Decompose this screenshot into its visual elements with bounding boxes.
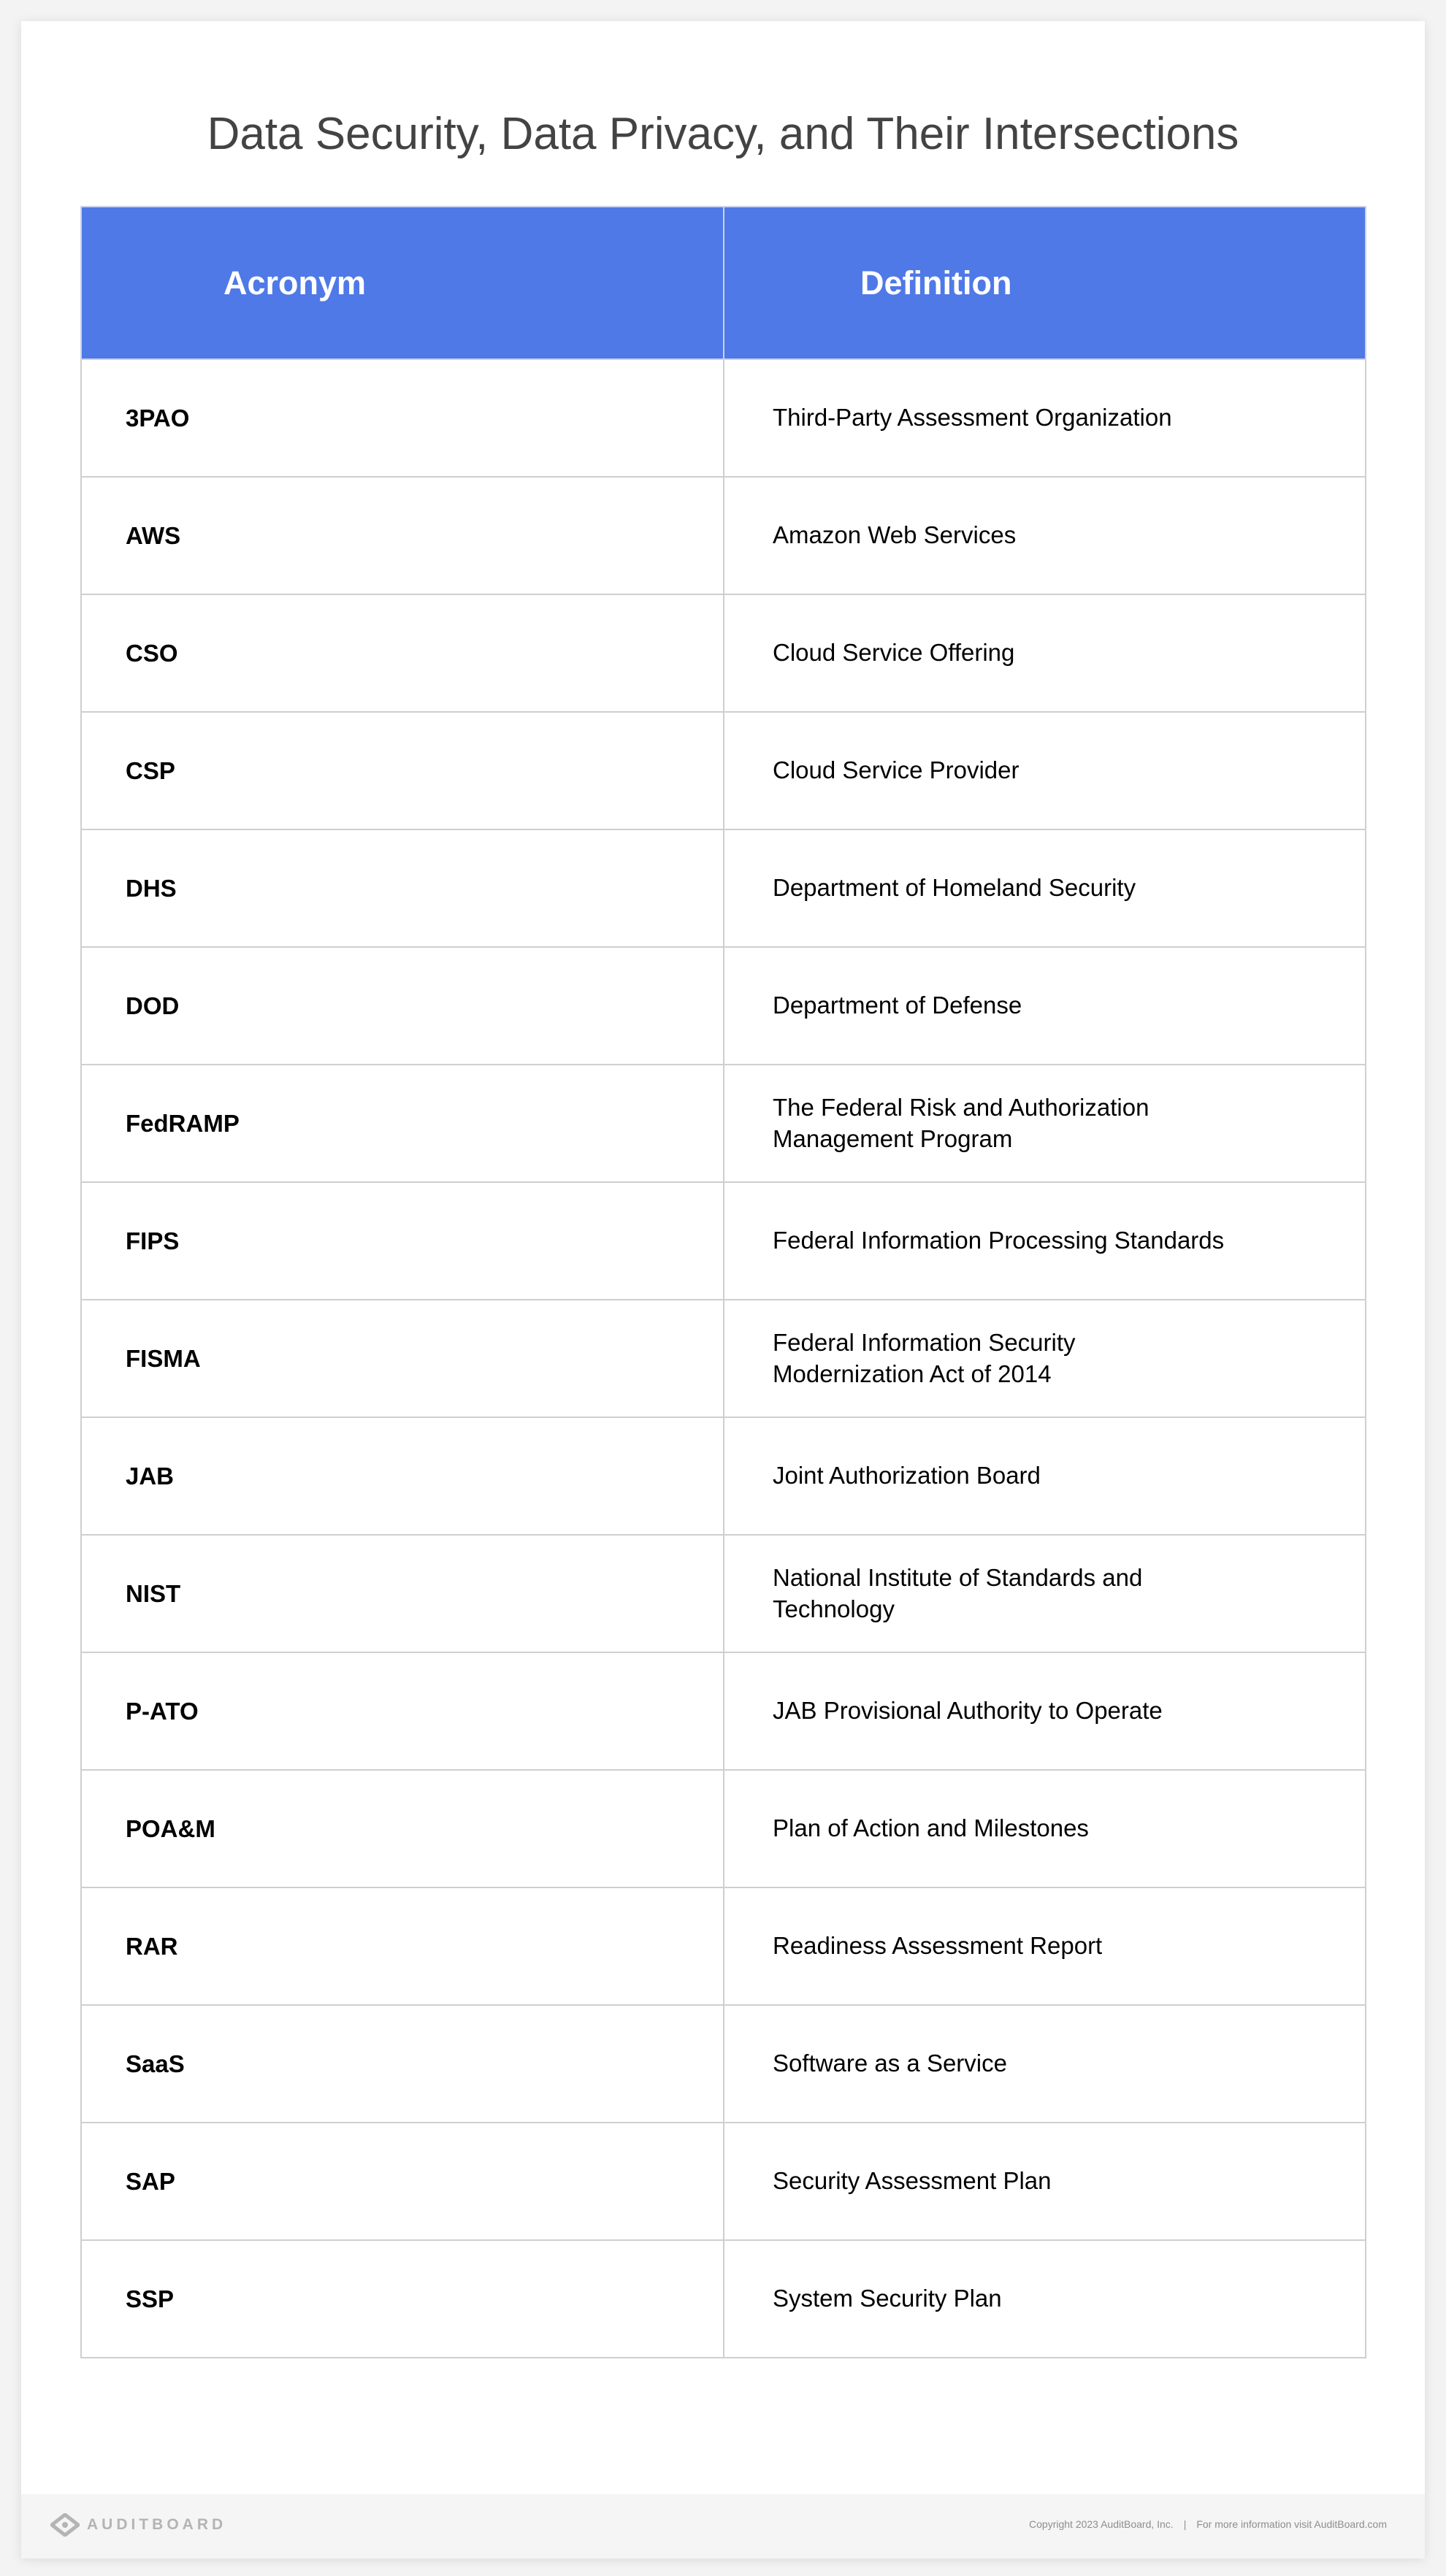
footer-info — [1029, 2518, 1387, 2530]
definition-cell — [724, 2123, 1366, 2240]
table-row — [81, 2005, 1366, 2123]
definition-text: Plan of Action and Milestones — [773, 1814, 1089, 1842]
table-header — [81, 207, 1366, 359]
table-row — [81, 477, 1366, 594]
acronym-cell: JAB — [81, 1417, 724, 1535]
infographic-card — [21, 21, 1425, 2558]
definition-cell — [724, 1770, 1366, 1887]
definition-cell — [724, 2005, 1366, 2123]
table-row — [81, 1300, 1366, 1417]
table-row — [81, 2240, 1366, 2358]
table-row — [81, 1652, 1366, 1770]
acronym-table — [80, 206, 1366, 2358]
definition-cell — [724, 2240, 1366, 2358]
acronym-cell: FISMA — [81, 1300, 724, 1417]
acronym-column-header: Acronym — [81, 207, 724, 359]
acronym-cell: DOD — [81, 947, 724, 1065]
footer — [21, 2494, 1425, 2558]
header-row — [81, 207, 1366, 359]
table-row — [81, 1182, 1366, 1300]
page-title: Data Security, Data Privacy, and Their Intersections — [207, 109, 1239, 159]
more-info-text: For more information visit AuditBoard.com — [1196, 2518, 1387, 2530]
footer-separator: | — [1183, 2518, 1187, 2530]
acronym-cell: SAP — [81, 2123, 724, 2240]
definition-cell — [724, 1652, 1366, 1770]
definition-cell — [724, 947, 1366, 1065]
acronym-cell: POA&M — [81, 1770, 724, 1887]
copyright-text: Copyright 2023 AuditBoard, Inc. — [1029, 2518, 1174, 2530]
table-row — [81, 712, 1366, 829]
acronym-cell: DHS — [81, 829, 724, 947]
definition-column-header: Definition — [724, 207, 1366, 359]
definition-text: Department of Defense — [773, 992, 1022, 1019]
definition-text: System Security Plan — [773, 2285, 1002, 2312]
acronym-cell: P-ATO — [81, 1652, 724, 1770]
acronym-cell: CSP — [81, 712, 724, 829]
definition-text: Readiness Assessment Report — [773, 1932, 1103, 1960]
definition-cell — [724, 712, 1366, 829]
definition-cell — [724, 1417, 1366, 1535]
definition-text: Third-Party Assessment Organization — [773, 404, 1172, 432]
table-row — [81, 1770, 1366, 1887]
definition-text: Federal Information Security Modernization Act of 2014 — [773, 1329, 1076, 1387]
definition-text: National Institute of Standards and Technology — [773, 1564, 1143, 1622]
definition-text: JAB Provisional Authority to Operate — [773, 1697, 1163, 1725]
definition-text: Joint Authorization Board — [773, 1462, 1041, 1490]
definition-text: Department of Homeland Security — [773, 874, 1136, 902]
table-row — [81, 947, 1366, 1065]
table-row — [81, 594, 1366, 712]
definition-cell — [724, 359, 1366, 477]
table-row — [81, 359, 1366, 477]
acronym-cell: SaaS — [81, 2005, 724, 2123]
table-row — [81, 2123, 1366, 2240]
table-row — [81, 1417, 1366, 1535]
table-row — [81, 829, 1366, 947]
table-row — [81, 1887, 1366, 2005]
acronym-cell: AWS — [81, 477, 724, 594]
definition-text: Software as a Service — [773, 2050, 1007, 2077]
definition-cell — [724, 477, 1366, 594]
definition-cell — [724, 594, 1366, 712]
acronym-cell: FedRAMP — [81, 1065, 724, 1182]
table-row — [81, 1535, 1366, 1652]
acronym-cell: CSO — [81, 594, 724, 712]
acronym-cell: 3PAO — [81, 359, 724, 477]
acronym-cell: FIPS — [81, 1182, 724, 1300]
definition-text: Federal Information Processing Standards — [773, 1227, 1225, 1254]
definition-cell — [724, 1887, 1366, 2005]
definition-text: Cloud Service Offering — [773, 639, 1015, 667]
acronym-cell: NIST — [81, 1535, 724, 1652]
table-row — [81, 1065, 1366, 1182]
acronym-cell: RAR — [81, 1887, 724, 2005]
logo-text: AUDITBOARD — [87, 2516, 227, 2533]
definition-cell — [724, 829, 1366, 947]
acronym-cell: SSP — [81, 2240, 724, 2358]
definition-text: The Federal Risk and Authorization Management Program — [773, 1094, 1149, 1152]
definition-text: Security Assessment Plan — [773, 2167, 1052, 2195]
definition-text: Cloud Service Provider — [773, 756, 1020, 784]
definition-cell — [724, 1535, 1366, 1652]
definition-cell — [724, 1300, 1366, 1417]
definition-text: Amazon Web Services — [773, 521, 1017, 549]
definition-cell — [724, 1182, 1366, 1300]
table-body — [81, 359, 1366, 2358]
auditboard-logo-icon — [50, 2513, 80, 2537]
auditboard-logo — [50, 2513, 226, 2537]
definition-cell — [724, 1065, 1366, 1182]
